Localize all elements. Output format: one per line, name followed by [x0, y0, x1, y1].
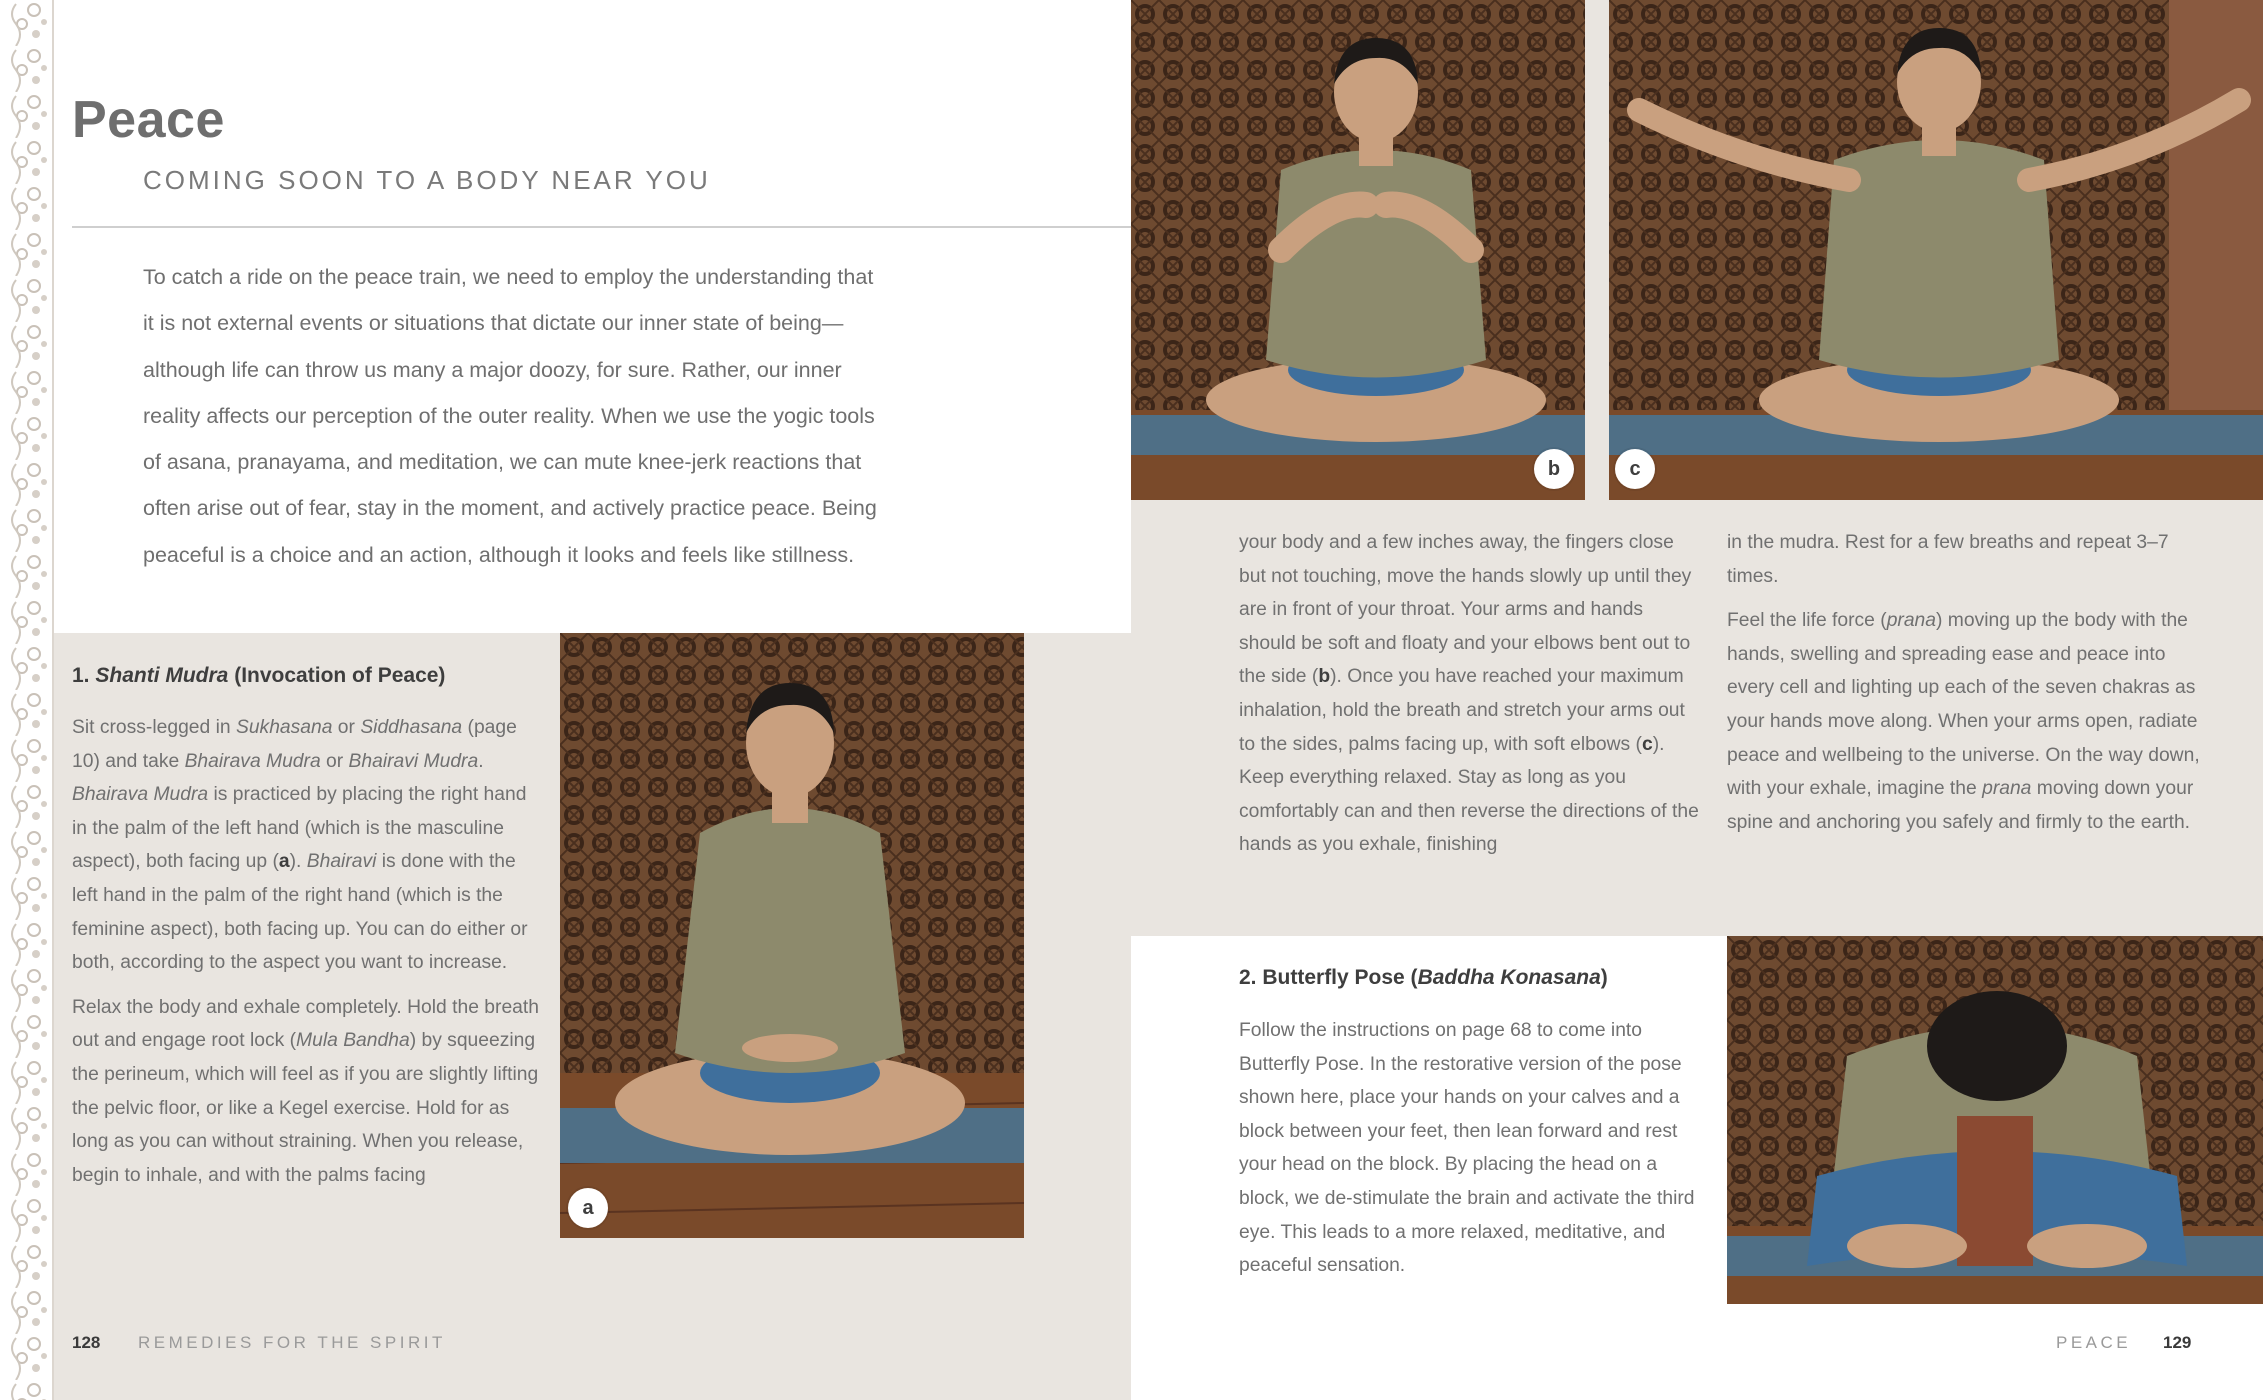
butterfly-body [1239, 1014, 1699, 1294]
page-number-left: 128 [72, 1333, 101, 1352]
section1-paragraph-1: Sit cross-legged in Sukhasana or Siddhasana (page 10) and take Bhairava Mudra or Bhairavi Mudra. Bhairava Mudra is practiced by placing the right hand in the palm of the left hand (which is the masculine aspect), both facing up (a). Bhairavi is done with the left hand in the palm of the right hand (which is the feminine aspect), both facing up. You can do either or both, according to the aspect you want to increase. [72, 717, 528, 974]
floral-border-icon [0, 0, 54, 1400]
section-name: Shanti Mudra [95, 664, 229, 687]
intro-line: of asana, pranayama, and meditation, we can mute knee-jerk reactions that [143, 450, 862, 475]
section1-paragraph-2: Relax the body and exhale completely. Hold the breath out and engage root lock (Mula Bandha) by squeezing the perineum, which will feel as if you are slightly lifting the pelvic floor, or like a Kegel exercise. Hold for as long as you can without straining. When you release, begin to inhale, and with the palms facing [72, 996, 539, 1186]
continued-paragraph: your body and a few inches away, the fingers close but not touching, move the hands slowly up until they are in front of your throat. Your arms and hands should be soft and floaty and your elbows bent out to the side (b). Once you have reached your maximum inhalation, hold the breath and stretch your arms out to the sides, palms facing up, with soft elbows (c). Keep everything relaxed. Stay as long as you comfortably can and then reverse the directions of the hands as you exhale, finishing [1239, 532, 1699, 856]
yoga-photo-icon [1609, 0, 2263, 500]
photo-b-hands-rising [1131, 0, 1585, 500]
section-name-sanskrit: Baddha Konasana [1417, 966, 1601, 989]
left-page [0, 0, 1131, 1400]
intro-line: reality affects our perception of the outer reality. When we use the yogic tools [143, 403, 875, 428]
intro-paragraph [143, 254, 1003, 578]
section-number: 1. [72, 664, 90, 687]
yoga-photo-icon [1131, 0, 1585, 500]
right-page [1131, 0, 2263, 1400]
section-number: 2. [1239, 966, 1257, 989]
title-divider [72, 226, 1131, 228]
intro-line: although life can throw us many a major doozy, for sure. Rather, our inner [143, 357, 842, 382]
intro-line: often arise out of fear, stay in the moment, and actively practice peace. Being [143, 496, 877, 521]
page-number-right: 129 [2163, 1333, 2192, 1352]
photo-a-seated-mudra [560, 633, 1024, 1238]
running-footer-left: REMEDIES FOR THE SPIRIT [138, 1333, 446, 1352]
page-title: Peace [72, 91, 225, 149]
section-translation: (Invocation of Peace) [234, 664, 446, 687]
running-footer-right: PEACE [2056, 1333, 2132, 1352]
photo-label-a: a [568, 1188, 608, 1228]
photo-butterfly-pose [1727, 936, 2263, 1304]
page-subtitle: COMING SOON TO A BODY NEAR YOU [143, 165, 711, 195]
right-column-2 [1727, 526, 2207, 850]
intro-line: peaceful is a choice and an action, although it looks and feels like stillness. [143, 542, 855, 567]
right-column-1 [1239, 526, 1701, 873]
photo-c-arms-open [1609, 0, 2263, 500]
yoga-photo-icon [1727, 936, 2263, 1304]
right-column-2-paragraph-1: in the mudra. Rest for a few breaths and repeat 3–7 times. [1727, 532, 2169, 587]
section1-body [72, 711, 542, 1203]
section-name: Butterfly Pose ( [1262, 966, 1418, 989]
decorative-floral-border [0, 0, 54, 1400]
photo-label-c: c [1615, 449, 1655, 489]
yoga-photo-icon [560, 633, 1024, 1238]
section-heading-shanti-mudra [72, 664, 445, 688]
intro-line: To catch a ride on the peace train, we need to employ the understanding that [143, 265, 874, 289]
intro-line: it is not external events or situations that dictate our inner state of being— [143, 311, 844, 336]
section-heading-butterfly-pose: 2. Butterfly Pose (Baddha Konasana) [1239, 966, 1608, 989]
photo-label-b: b [1534, 449, 1574, 489]
butterfly-paragraph: Follow the instructions on page 68 to come into Butterfly Pose. In the restorative version of the pose shown here, place your hands on your calves and a block between your feet, then lean forward and rest your head on the block. By placing the head on a block, we de-stimulate the brain and activate the third eye. This leads to a more relaxed, meditative, and peaceful sensation. [1239, 1020, 1695, 1277]
right-column-2-paragraph-2: Feel the life force (prana) moving up the body with the hands, swelling and spreading ease and peace into every cell and lighting up each of the seven chakras as your hands move along. When your arms open, radiate peace and wellbeing to the universe. On the way down, with your exhale, imagine the prana moving down your spine and anchoring you safely and firmly to the earth. [1727, 610, 2200, 833]
